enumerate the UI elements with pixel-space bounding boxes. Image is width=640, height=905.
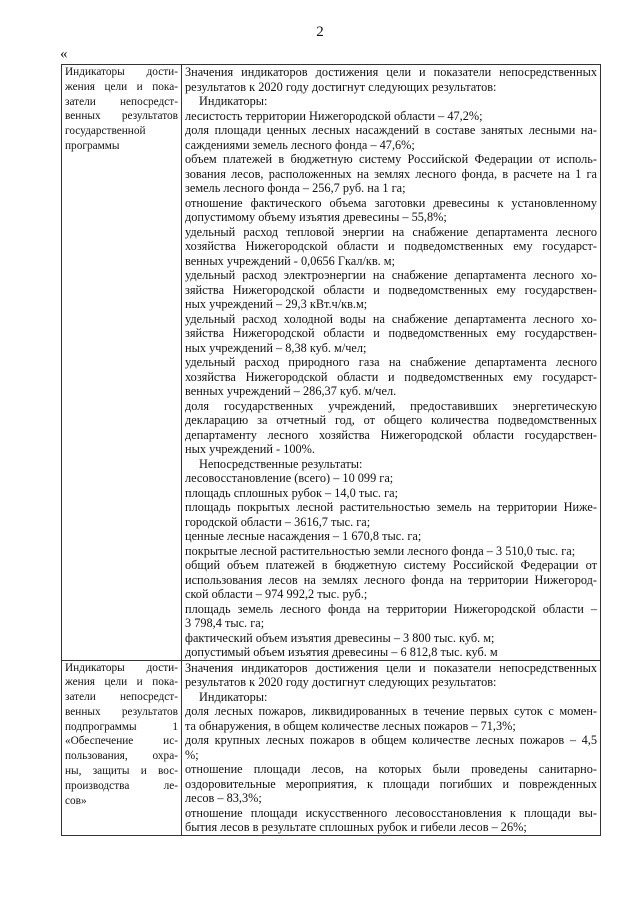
indicator-entry	[185, 123, 597, 152]
row-label-line: Индикаторы дости-	[65, 661, 178, 674]
row-content-cell	[182, 65, 601, 661]
row-label-line: государственной	[65, 125, 146, 138]
indicator-text-line: ценные лесные насаждения – 1 670,8 тыс. га;	[185, 529, 422, 543]
row-label-line: затели непосредст-	[65, 691, 178, 704]
indicator-text-line: саждениями земель лесного фонда – 47,6%;	[185, 137, 415, 152]
indicator-text-line: ской области – 974 992,2 тыс. руб.;	[185, 587, 368, 601]
indicator-entry	[185, 399, 597, 457]
indicator-entry	[185, 529, 597, 544]
indicator-entry	[185, 268, 597, 312]
indicator-text-line: хозяйства Нижегородской области и подведомственных ему государст-	[185, 239, 597, 253]
indicator-entry	[185, 762, 597, 806]
indicator-entry	[185, 94, 597, 109]
indicator-entry	[185, 486, 597, 501]
indicator-text-line: ных учреждений - 100%.	[185, 442, 315, 456]
program-indicators-table	[61, 64, 601, 836]
indicator-text-line: венных учреждений - 0,0656 Гкал/кв. м;	[185, 253, 396, 268]
indicator-text-line: объем платежей в бюджетную систему Российской Федерации от исполь-	[185, 152, 597, 166]
indicator-text-line: отношение площади искусственного лесовосстановления к площади вы-	[185, 805, 597, 820]
indicator-text-line: удельный расход тепловой энергии на снабжение департамента лесного	[185, 224, 597, 239]
indicator-entry	[185, 661, 597, 690]
indicator-entry	[185, 152, 597, 196]
indicator-text-line: отношение фактического объема заготовки древесины к установленному	[185, 195, 597, 210]
indicator-text-line: земель лесного фонда – 256,7 руб. на 1 га;	[185, 181, 406, 195]
row-label-line: пользования, охра-	[65, 750, 178, 763]
indicator-entry	[185, 602, 597, 631]
row-label-line: производства ле-	[65, 779, 178, 792]
indicator-text-line: Значения индикаторов достижения цели и показатели непосредственных	[185, 660, 597, 675]
indicator-entry	[185, 544, 597, 559]
indicator-text-line: декларацию за отчетный год, от общего количества подведомственных	[185, 413, 597, 427]
table-row	[62, 660, 601, 835]
indicator-text-line: зования лесов, расположенных на землях лесного фонда, в расчете на 1 га	[185, 166, 597, 181]
row-label-line: подпрограммы 1	[65, 720, 178, 733]
indicator-text-line: площадь покрытых лесной растительностью земель на территории Ниже-	[185, 500, 597, 514]
indicator-text-line: доля государственных учреждений, предоставивших энергетическую	[185, 398, 597, 413]
indicator-text-line: результатов к 2020 году достигнут следующих результатов:	[185, 675, 497, 689]
indicator-text-line: лесовосстановление (всего) – 10 099 га;	[185, 471, 394, 485]
indicator-entry	[185, 690, 597, 705]
indicator-text-line: площадь сплошных рубок – 14,0 тыс. га;	[185, 485, 398, 500]
indicator-text-line: хозяйства Нижегородской области и подведомственных ему государст-	[185, 369, 597, 384]
indicator-text-line: площадь земель лесного фонда на территории Нижегородской области –	[185, 601, 597, 616]
indicator-text-line: доля площади ценных лесных насаждений в составе занятых лесными на-	[185, 123, 597, 137]
indicator-text-line: результатов к 2020 году достигнут следующих результатов:	[185, 79, 497, 94]
indicator-text-line: Индикаторы:	[199, 689, 268, 704]
indicator-text-line: зяйства Нижегородской области и подведомственных ему государствен-	[185, 326, 597, 340]
row-label-line: жения цели и пока-	[65, 80, 178, 93]
indicator-text-line: фактический объем изъятия древесины – 3 800 тыс. куб. м;	[185, 630, 495, 645]
indicator-text-line: зяйства Нижегородской области и подведомственных ему государствен-	[185, 282, 597, 297]
indicator-entry	[185, 806, 597, 835]
indicator-entry	[185, 471, 597, 486]
page-number: 2	[316, 24, 324, 40]
row-label-line: сов»	[65, 794, 87, 807]
indicator-entry	[185, 704, 597, 733]
indicator-text-line: оздоровительные мероприятия, к площади погибших и поврежденных	[185, 776, 597, 791]
indicator-text-line: доля лесных пожаров, ликвидированных в течение первых суток с момен-	[185, 704, 597, 718]
indicator-text-line: общий объем платежей в бюджетную систему Российской Федерации от	[185, 558, 597, 572]
row-label-line: жения цели и пока-	[65, 676, 178, 689]
indicator-text-line: покрытые лесной растительностью земли лесного фонда – 3 510,0 тыс. га;	[185, 543, 576, 558]
indicator-entry	[185, 109, 597, 124]
row-label-line: венных результатов	[65, 110, 178, 123]
indicator-entry	[185, 558, 597, 602]
indicator-text-line: Непосредственные результаты:	[199, 456, 363, 471]
indicator-text-line: Индикаторы:	[199, 94, 268, 108]
indicator-entry	[185, 645, 597, 660]
indicator-text-line: допустимый объем изъятия древесины – 6 812,8 тыс. куб. м	[185, 645, 498, 659]
indicator-text-line: удельный расход электроэнергии на снабжение департамента лесного хо-	[185, 268, 597, 282]
indicator-text-line: удельный расход природного газа на снабжение департамента лесного	[185, 355, 597, 369]
indicator-text-line: 3 798,4 тыс. га;	[185, 616, 265, 630]
indicator-entry	[185, 312, 597, 356]
indicator-entry	[185, 225, 597, 269]
row-label-line: венных результатов	[65, 705, 178, 718]
row-label-line: ны, защиты и вос-	[65, 765, 178, 778]
indicator-entry	[185, 457, 597, 472]
indicator-text-line: венных учреждений – 286,37 куб. м/чел.	[185, 384, 397, 398]
indicator-entry	[185, 355, 597, 399]
row-label-line: Индикаторы дости-	[65, 66, 178, 78]
indicator-text-line: департаменту лесного хозяйства Нижегородской области государствен-	[185, 427, 597, 442]
indicator-text-line: лесистость территории Нижегородской области – 47,2%;	[185, 108, 483, 123]
indicator-text-line: отношение площади лесов, на которых были проведены санитарно-	[185, 762, 597, 776]
indicator-text-line: лесов – 83,3%;	[185, 791, 262, 805]
row-label-line: программы	[65, 139, 120, 152]
row-content-cell	[182, 660, 601, 835]
indicator-text-line: Значения индикаторов достижения цели и показатели непосредственных	[185, 65, 597, 79]
indicator-entry	[185, 196, 597, 225]
indicator-entry	[185, 500, 597, 529]
indicator-text-line: использования лесов на землях лесного фонда на территории Нижегород-	[185, 572, 597, 587]
indicator-text-line: ных учреждений – 29,3 кВт.ч/кв.м;	[185, 297, 368, 311]
indicator-text-line: ных учреждений – 8,38 куб. м/чел;	[185, 340, 367, 355]
indicator-text-line: допустимому объему изъятия древесины – 55,8%;	[185, 210, 447, 224]
opening-quote-mark: «	[60, 46, 68, 62]
indicator-text-line: та обнаружения, в общем количестве лесных пожаров – 71,3%;	[185, 718, 516, 733]
row-label-line: затели непосредст-	[65, 95, 178, 108]
indicator-entry	[185, 631, 597, 646]
indicator-text-line: %;	[185, 747, 199, 762]
row-label-line: «Обеспечение ис-	[65, 735, 178, 748]
indicator-text-line: городской области – 3616,7 тыс. га;	[185, 514, 371, 529]
indicator-entry	[185, 65, 597, 94]
indicator-text-line: бытия лесов в результате сплошных рубок и гибели лесов – 26%;	[185, 820, 527, 834]
row-label-cell	[62, 65, 182, 661]
row-label-cell	[62, 660, 182, 835]
indicator-entry	[185, 733, 597, 762]
table-row	[62, 65, 601, 661]
indicator-text-line: доля крупных лесных пожаров в общем количестве лесных пожаров – 4,5	[185, 733, 597, 747]
indicator-text-line: удельный расход холодной воды на снабжение департамента лесного хо-	[185, 311, 597, 326]
